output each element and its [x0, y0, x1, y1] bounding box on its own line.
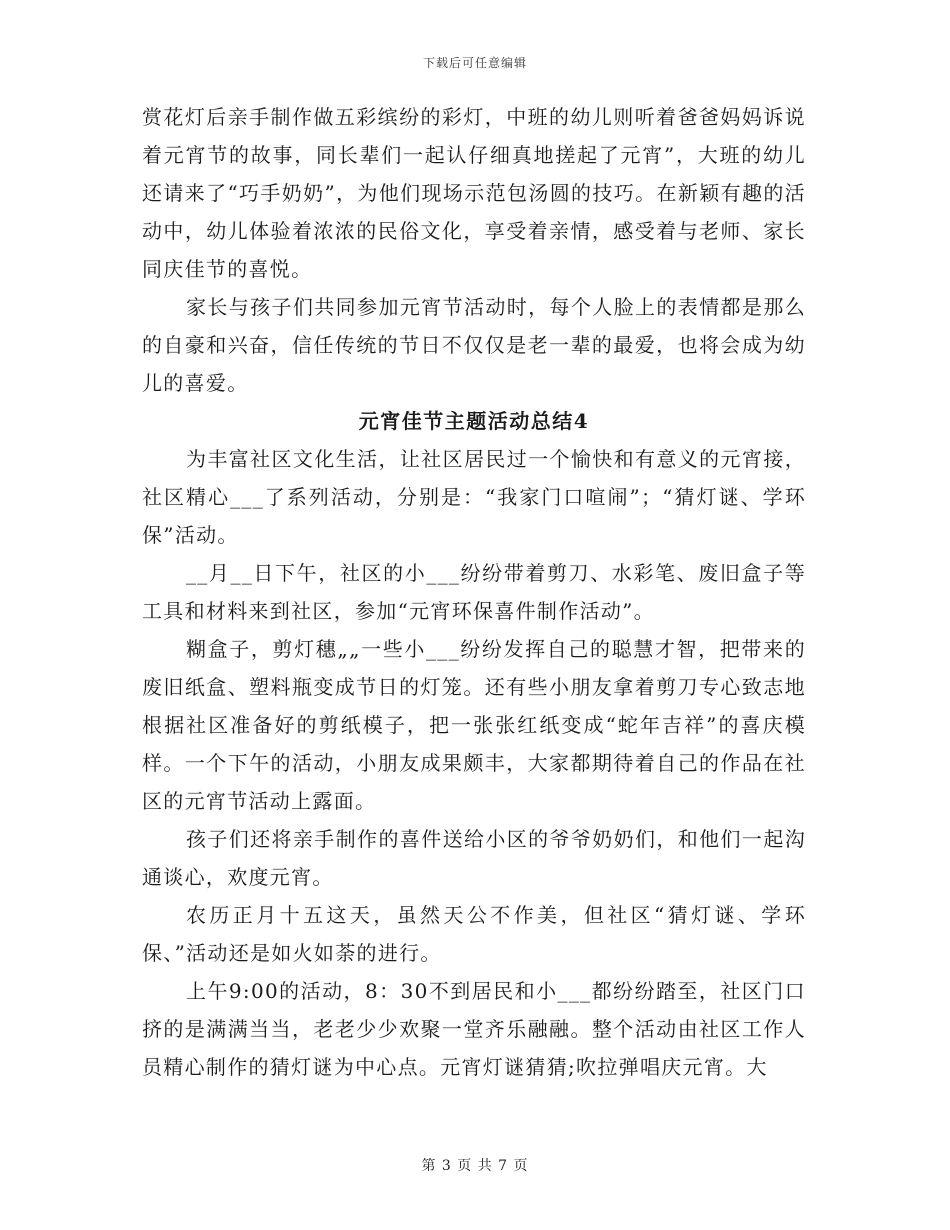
paragraph: 孩子们还将亲手制作的喜件送给小区的爷爷奶奶们，和他们一起沟通谈心，欢度元宵。: [142, 827, 806, 889]
paragraph: 上午9:00的活动，8：30不到居民和小___都纷纷踏至，社区门口挤的是满满当当，老老少少欢聚一堂齐乐融融。整个活动由社区工作人员精心制作的猜灯谜为中心点。元宵灯谜猜猜;吹拉弹唱庆元宵。大: [142, 979, 806, 1079]
paragraph: __月__日下午，社区的小___纷纷带着剪刀、水彩笔、废旧盒子等工具和材料来到社区，参加“元宵环保喜件制作活动”。: [142, 561, 806, 623]
section-heading: 元宵佳节主题活动总结4: [358, 409, 590, 433]
paragraph-continued: 赏花灯后亲手制作做五彩缤纷的彩灯，中班的幼儿则听着爸爸妈妈诉说着元宵节的故事，同长辈们一起认仔细真地搓起了元宵”，大班的幼儿还请来了“巧手奶奶”，为他们现场示范包汤圆的技巧。在新颖有趣的活动中，幼儿体验着浓浓的民俗文化，享受着亲情，感受着与老师、家长同庆佳节的喜悦。: [142, 105, 806, 281]
page-header-note: 下载后可任意编辑: [422, 56, 527, 70]
document-body: [142, 98, 806, 1086]
page-number: 第 3 页 共 7 页: [421, 1158, 529, 1174]
paragraph: 为丰富社区文化生活，让社区居民过一个愉快和有意义的元宵接，社区精心___了系列活动，分别是：“我家门口喧闹”；“猜灯谜、学环保”活动。: [142, 447, 806, 547]
paragraph: 家长与孩子们共同参加元宵节活动时，每个人脸上的表情都是那么的自豪和兴奋，信任传统的节日不仅仅是老一辈的最爱，也将会成为幼儿的喜爱。: [142, 295, 806, 395]
paragraph: 农历正月十五这天，虽然天公不作美，但社区“猜灯谜、学环保、”活动还是如火如荼的进行。: [142, 903, 806, 965]
paragraph: 糊盒子，剪灯穗„„一些小___纷纷发挥自己的聪慧才智，把带来的废旧纸盒、塑料瓶变成节日的灯笼。还有些小朋友拿着剪刀专心致志地根据社区准备好的剪纸模子，把一张张红纸变成“蛇年吉祥”的喜庆模样。一个下午的活动，小朋友成果颇丰，大家都期待着自己的作品在社区的元宵节活动上露面。: [142, 637, 806, 813]
